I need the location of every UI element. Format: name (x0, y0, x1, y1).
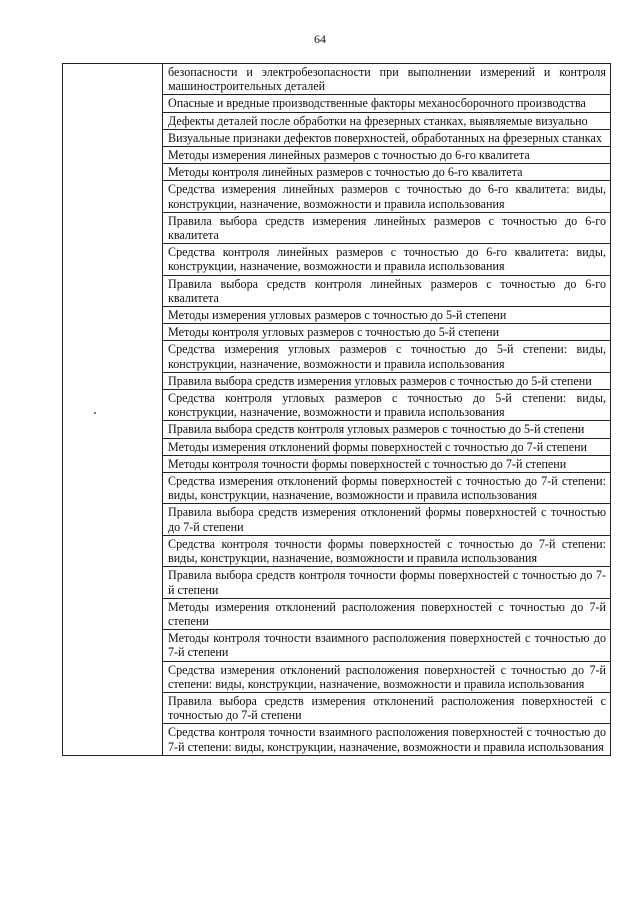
table-cell: Методы измерения угловых размеров с точностью до 5-й степени (163, 307, 611, 324)
table-cell: Опасные и вредные производственные факторы механосборочного производства (163, 95, 611, 112)
table-cell: Правила выбора средств контроля линейных размеров с точностью до 6-го квалитета (163, 275, 611, 306)
table-cell: Правила выбора средств измерения линейных размеров с точностью до 6-го квалитета (163, 212, 611, 243)
table-cell: Правила выбора средств измерения отклонений расположения поверхностей с точностью до 7-й степени (163, 692, 611, 723)
table-cell: Методы измерения отклонений формы поверхностей с точностью до 7-й степени (163, 438, 611, 455)
table-cell: Средства контроля точности взаимного расположения поверхностей с точностью до 7-й степени: виды, конструкции, назначение, возможности и правила использования (163, 724, 611, 755)
table-cell: Методы контроля точности взаимного расположения поверхностей с точностью до 7-й степени (163, 630, 611, 661)
table-cell: Методы контроля точности формы поверхностей с точностью до 7-й степени (163, 455, 611, 472)
table-cell: Средства контроля угловых размеров с точностью до 5-й степени: виды, конструкции, назначение, возможности и правила использования (163, 390, 611, 421)
left-column-cell (63, 64, 163, 756)
table-cell: Средства контроля точности формы поверхностей с точностью до 7-й степени: виды, конструкции, назначение, возможности и правила использования (163, 535, 611, 566)
table-cell: Средства измерения линейных размеров с точностью до 6-го квалитета: виды, конструкции, назначение, возможности и правила использования (163, 181, 611, 212)
table-cell: Методы контроля линейных размеров с точностью до 6-го квалитета (163, 164, 611, 181)
table-cell: Средства контроля линейных размеров с точностью до 6-го квалитета: виды, конструкции, назначение, возможности и правила использования (163, 244, 611, 275)
table-cell: Правила выбора средств измерения отклонений формы поверхностей с точностью до 7-й степени (163, 504, 611, 535)
table-cell: Дефекты деталей после обработки на фрезерных станках, выявляемые визуально (163, 112, 611, 129)
table-cell: Правила выбора средств измерения угловых размеров с точностью до 5-й степени (163, 372, 611, 389)
table-cell: Средства измерения угловых размеров с точностью до 5-й степени: виды, конструкции, назначение, возможности и правила использования (163, 341, 611, 372)
table-cell: Методы измерения отклонений расположения поверхностей с точностью до 7-й степени (163, 598, 611, 629)
table-cell: Методы измерения линейных размеров с точностью до 6-го квалитета (163, 147, 611, 164)
table-cell: безопасности и электробезопасности при выполнении измерений и контроля машиностроительных деталей (163, 64, 611, 95)
table-cell: Правила выбора средств контроля точности формы поверхностей с точностью до 7-й степени (163, 567, 611, 598)
table-cell: Средства измерения отклонений расположения поверхностей с точностью до 7-й степени: виды, конструкции, назначение, возможности и правила использования (163, 661, 611, 692)
table-cell: Методы контроля угловых размеров с точностью до 5-й степени (163, 324, 611, 341)
table-row (63, 64, 611, 95)
page-number: 64 (314, 32, 326, 46)
table-cell: Визуальные признаки дефектов поверхностей, обработанных на фрезерных станках (163, 129, 611, 146)
table-cell: Средства измерения отклонений формы поверхностей с точностью до 7-й степени: виды, конструкции, назначение, возможности и правила использования (163, 473, 611, 504)
requirements-table (62, 63, 611, 756)
table-cell: Правила выбора средств контроля угловых размеров с точностью до 5-й степени (163, 421, 611, 438)
